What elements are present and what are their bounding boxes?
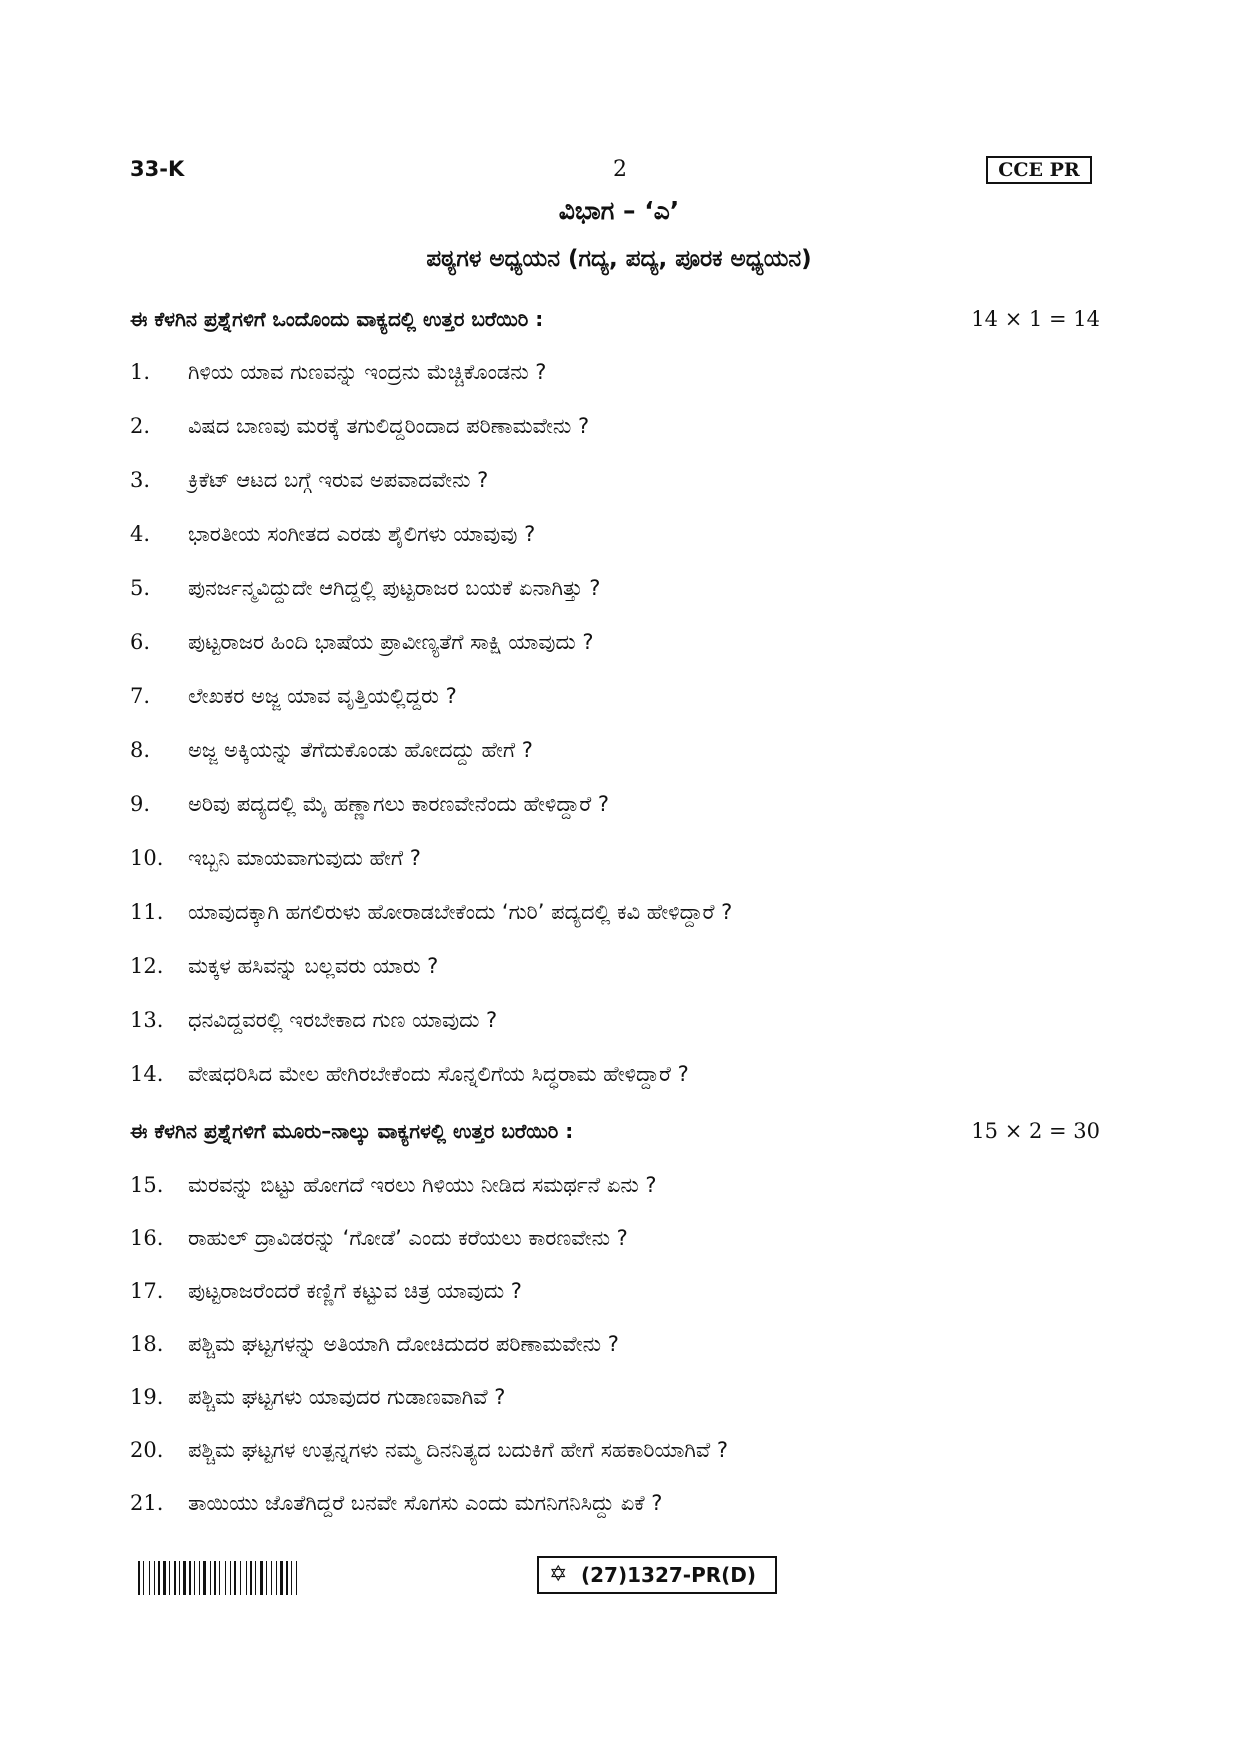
question-text: ಇಬ್ಬನಿ ಮಾಯವಾಗುವುದು ಹೇಗೆ ?: [188, 846, 421, 870]
question-number: 14.: [130, 1062, 164, 1086]
question-text: ಪುನರ್ಜನ್ಮವಿದ್ದುದೇ ಆಗಿದ್ದಲ್ಲಿ ಪುಟ್ಟರಾಜರ ಬಯಕೆ ಏನಾಗಿತ್ತು ?: [188, 576, 601, 600]
question-number: 4.: [130, 522, 151, 546]
page-number: 2: [613, 157, 627, 182]
part1-instruction: ಈ ಕೆಳಗಿನ ಪ್ರಶ್ನೆಗಳಿಗೆ ಒಂದೊಂದು ವಾಕ್ಯದಲ್ಲಿ ಉತ್ತರ ಬರೆಯಿರಿ :: [130, 307, 544, 331]
question-text: ಮಕ್ಕಳ ಹಸಿವನ್ನು ಬಲ್ಲವರು ಯಾರು ?: [188, 954, 439, 978]
question-item: [130, 684, 1110, 718]
question-text: ಮರವನ್ನು ಬಿಟ್ಟು ಹೋಗದೆ ಇರಲು ಗಿಳಿಯು ನೀಡಿದ ಸಮರ್ಥನೆ ಏನು ?: [188, 1173, 657, 1197]
part1-marks: 14 × 1 = 14: [971, 307, 1100, 331]
question-number: 3.: [130, 468, 151, 492]
part2-marks: 15 × 2 = 30: [971, 1119, 1100, 1143]
question-text: ಗಿಳಿಯ ಯಾವ ಗುಣವನ್ನು ಇಂದ್ರನು ಮೆಚ್ಚಿಕೊಂಡನು ?: [188, 360, 547, 384]
part2-instruction: ಈ ಕೆಳಗಿನ ಪ್ರಶ್ನೆಗಳಿಗೆ ಮೂರು–ನಾಲ್ಕು ವಾಕ್ಯಗಳಲ್ಲಿ ಉತ್ತರ ಬರೆಯಿರಿ :: [130, 1119, 574, 1143]
question-item: [130, 1173, 1110, 1207]
question-item: [130, 792, 1110, 826]
question-number: 13.: [130, 1008, 164, 1032]
question-item: [130, 900, 1110, 934]
question-item: [130, 1008, 1110, 1042]
question-text: ಪುಟ್ಟರಾಜರ ಹಿಂದಿ ಭಾಷೆಯ ಪ್ರಾವೀಣ್ಯತೆಗೆ ಸಾಕ್ಷಿ ಯಾವುದು ?: [188, 630, 594, 654]
question-text: ತಾಯಿಯು ಜೊತೆಗಿದ್ದರೆ ಬನವೇ ಸೊಗಸು ಎಂದು ಮಗನಿಗನಿಸಿದ್ದು ಏಕೆ ?: [188, 1491, 663, 1515]
question-text: ಅರಿವು ಪದ್ಯದಲ್ಲಿ ಮೈ ಹಣ್ಣಾಗಲು ಕಾರಣವೇನೆಂದು ಹೇಳಿದ್ದಾರೆ ?: [188, 792, 609, 816]
question-number: 21.: [130, 1491, 164, 1515]
section-subtitle: ಪಠ್ಯಗಳ ಅಧ್ಯಯನ (ಗದ್ಯ, ಪದ್ಯ, ಪೂರಕ ಅಧ್ಯಯನ): [426, 246, 812, 272]
question-text: ವೇಷಧರಿಸಿದ ಮೇಲ ಹೇಗಿರಬೇಕೆಂದು ಸೊನ್ನಲಿಗೆಯ ಸಿದ್ಧರಾಮ ಹೇಳಿದ್ದಾರೆ ?: [188, 1062, 689, 1086]
question-text: ಯಾವುದಕ್ಕಾಗಿ ಹಗಲಿರುಳು ಹೋರಾಡಬೇಕೆಂದು ‘ಗುರಿ’ ಪದ್ಯದಲ್ಲಿ ಕವಿ ಹೇಳಿದ್ದಾರೆ ?: [188, 900, 733, 924]
question-text: ಪುಟ್ಟರಾಜರೆಂದರೆ ಕಣ್ಣಿಗೆ ಕಟ್ಟುವ ಚಿತ್ರ ಯಾವುದು ?: [188, 1279, 522, 1303]
paper-tag-box: CCE PR: [986, 156, 1092, 184]
question-item: [130, 468, 1110, 502]
question-number: 6.: [130, 630, 151, 654]
paper-code: 33-K: [130, 157, 185, 181]
question-number: 19.: [130, 1385, 164, 1409]
paper-id: (27)1327-PR(D): [581, 1563, 757, 1587]
question-number: 12.: [130, 954, 164, 978]
question-text: ಲೇಖಕರ ಅಜ್ಜ ಯಾವ ವೃತ್ತಿಯಲ್ಲಿದ್ದರು ?: [188, 684, 457, 708]
question-item: [130, 1062, 1110, 1096]
question-number: 7.: [130, 684, 151, 708]
question-text: ಪಶ್ಚಿಮ ಘಟ್ಟಗಳು ಯಾವುದರ ಗುಡಾಣವಾಗಿವೆ ?: [188, 1385, 506, 1409]
question-item: [130, 1226, 1110, 1260]
question-text: ಕ್ರಿಕೆಟ್ ಆಟದ ಬಗ್ಗೆ ಇರುವ ಅಪವಾದವೇನು ?: [188, 468, 489, 492]
question-item: [130, 846, 1110, 880]
question-item: [130, 1491, 1110, 1525]
question-text: ಪಶ್ಚಿಮ ಘಟ್ಟಗಳನ್ನು ಅತಿಯಾಗಿ ದೋಚಿದುದರ ಪರಿಣಾಮವೇನು ?: [188, 1332, 619, 1356]
question-number: 11.: [130, 900, 164, 924]
paper-id-box: [537, 1556, 777, 1594]
question-text: ಅಜ್ಜ ಅಕ್ಕಿಯನ್ನು ತೆಗೆದುಕೊಂಡು ಹೋದದ್ದು ಹೇಗೆ ?: [188, 738, 533, 762]
question-number: 8.: [130, 738, 151, 762]
question-item: [130, 576, 1110, 610]
question-number: 18.: [130, 1332, 164, 1356]
question-item: [130, 738, 1110, 772]
question-text: ರಾಹುಲ್ ದ್ರಾವಿಡರನ್ನು ‘ಗೋಡೆ’ ಎಂದು ಕರೆಯಲು ಕಾರಣವೇನು ?: [188, 1226, 628, 1250]
question-number: 2.: [130, 414, 151, 438]
question-number: 16.: [130, 1226, 164, 1250]
question-item: [130, 1332, 1110, 1366]
question-text: ವಿಷದ ಬಾಣವು ಮರಕ್ಕೆ ತಗುಲಿದ್ದರಿಂದಾದ ಪರಿಣಾಮವೇನು ?: [188, 414, 590, 438]
question-number: 9.: [130, 792, 151, 816]
star-of-david-icon: ✡: [549, 1562, 568, 1587]
question-text: ಪಶ್ಚಿಮ ಘಟ್ಟಗಳ ಉತ್ಪನ್ನಗಳು ನಮ್ಮ ದಿನನಿತ್ಯದ ಬದುಕಿಗೆ ಹೇಗೆ ಸಹಕಾರಿಯಾಗಿವೆ ?: [188, 1438, 728, 1462]
barcode-icon: [138, 1561, 382, 1595]
question-item: [130, 522, 1110, 556]
question-item: [130, 1385, 1110, 1419]
question-number: 15.: [130, 1173, 164, 1197]
question-item: [130, 360, 1110, 394]
question-text: ಧನವಿದ್ದವರಲ್ಲಿ ಇರಬೇಕಾದ ಗುಣ ಯಾವುದು ?: [188, 1008, 498, 1032]
question-item: [130, 414, 1110, 448]
section-title: ವಿಭಾಗ – ‘ಎ’: [558, 196, 680, 225]
question-item: [130, 630, 1110, 664]
question-item: [130, 1438, 1110, 1472]
question-number: 17.: [130, 1279, 164, 1303]
question-item: [130, 954, 1110, 988]
question-number: 1.: [130, 360, 151, 384]
question-text: ಭಾರತೀಯ ಸಂಗೀತದ ಎರಡು ಶೈಲಿಗಳು ಯಾವುವು ?: [188, 522, 536, 546]
question-number: 5.: [130, 576, 151, 600]
question-number: 10.: [130, 846, 164, 870]
question-item: [130, 1279, 1110, 1313]
question-number: 20.: [130, 1438, 164, 1462]
